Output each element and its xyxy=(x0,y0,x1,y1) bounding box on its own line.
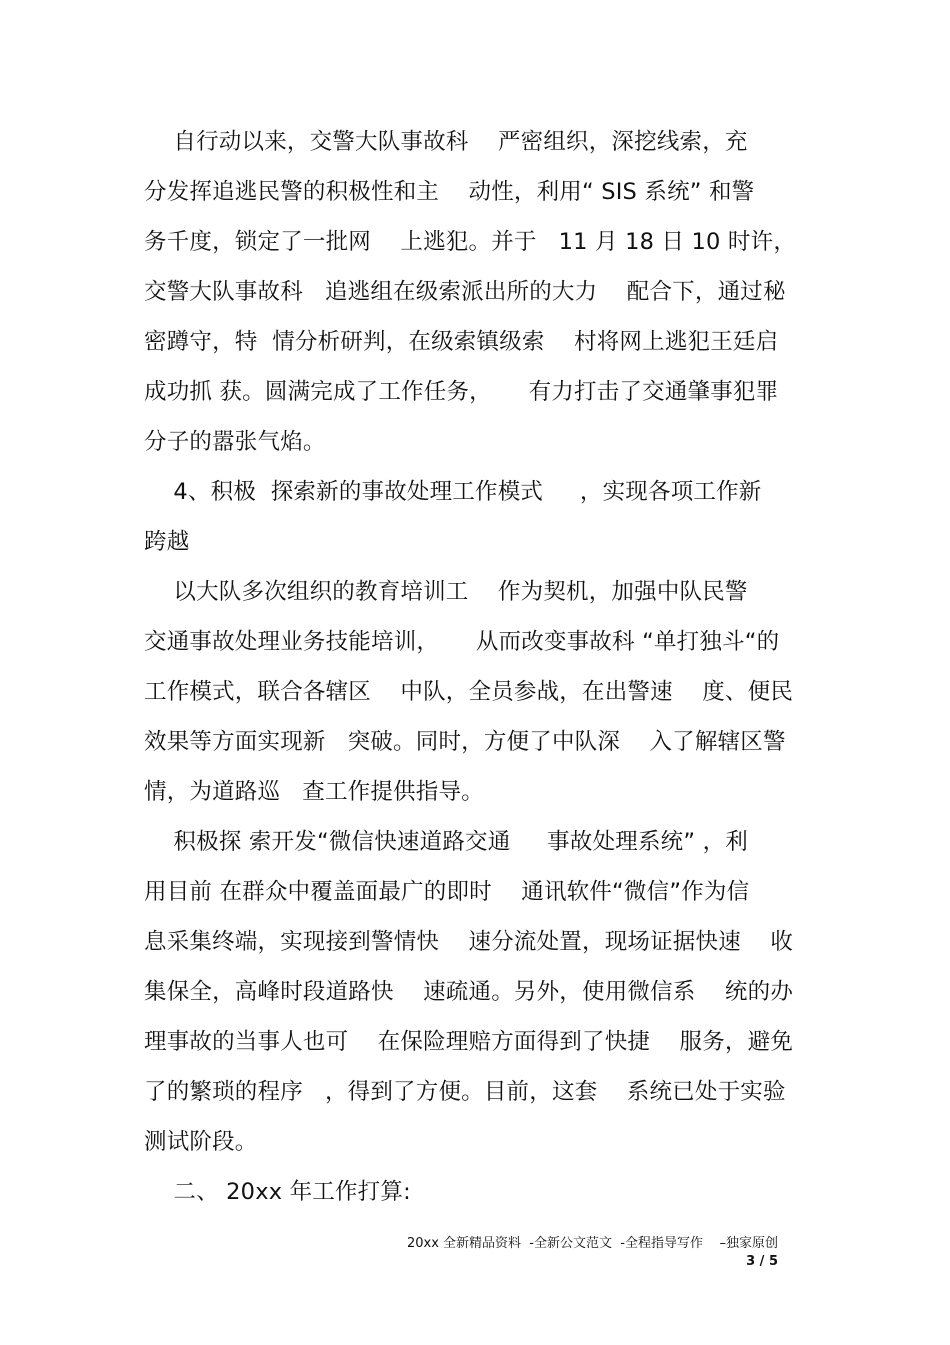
paragraph-line: 务千度，锁定了一批网 上逃犯。并于 11 月 18 日 10 时许， xyxy=(144,229,797,255)
paragraph-line: 情，为道路巡 查工作提供指导。 xyxy=(144,779,484,805)
paragraph-line: 用目前 在群众中覆盖面最广的即时 通讯软件“微信”作为信 xyxy=(144,879,750,905)
paragraph-line: 跨越 xyxy=(144,529,190,555)
paragraph-line: 集保全，高峰时段道路快 速疏通。另外，使用微信系 统的办 xyxy=(144,979,794,1005)
paragraph-line: 以大队多次组织的教育培训工 作为契机，加强中队民警 xyxy=(144,579,748,605)
paragraph-line: 息采集终端，实现接到警情快 速分流处置，现场证据快速 收 xyxy=(144,929,794,955)
paragraph-line: 工作模式，联合各辖区 中队，全员参战，在出警速 度、便民 xyxy=(144,679,794,705)
paragraph-line: 4、积极 探索新的事故处理工作模式 ，实现各项工作新 xyxy=(144,479,762,505)
paragraph-line: 密蹲守，特 情分析研判，在级索镇级索 村将网上逃犯王廷启 xyxy=(144,329,779,355)
paragraph-line: 积极探 索开发“微信快速道路交通 事故处理系统” ，利 xyxy=(144,829,748,855)
paragraph-line: 分发挥追逃民警的积极性和主 动性，利用“ SIS 系统” 和警 xyxy=(144,179,755,205)
page-number: 3 / 5 xyxy=(746,1254,778,1269)
paragraph-line: 效果等方面实现新 突破。同时，方便了中队深 入了解辖区警 xyxy=(144,729,786,755)
paragraph-line: 了的繁琐的程序 ，得到了方便。目前，这套 系统已处于实验 xyxy=(144,1079,786,1105)
paragraph-line: 二、 20xx 年工作打算: xyxy=(144,1179,411,1205)
paragraph-line: 交警大队事故科 追逃组在级索派出所的大力 配合下，通过秘 xyxy=(144,279,786,305)
footer-note: 20xx 全新精品资料 -全新公文范文 -全程指导写作 –独家原创 xyxy=(406,1236,778,1251)
paragraph-line: 交通事故处理业务技能培训， 从而改变事故科 “单打独斗“的 xyxy=(144,629,780,655)
paragraph-line: 测试阶段。 xyxy=(144,1129,258,1155)
paragraph-line: 分子的嚣张气焰。 xyxy=(144,429,326,455)
paragraph-line: 成功抓 获。圆满完成了工作任务， 有力打击了交通肇事犯罪 xyxy=(144,379,779,405)
paragraph-line: 理事故的当事人也可 在保险理赔方面得到了快捷 服务，避免 xyxy=(144,1029,794,1055)
paragraph-line: 自行动以来，交警大队事故科 严密组织，深挖线索，充 xyxy=(144,129,748,155)
